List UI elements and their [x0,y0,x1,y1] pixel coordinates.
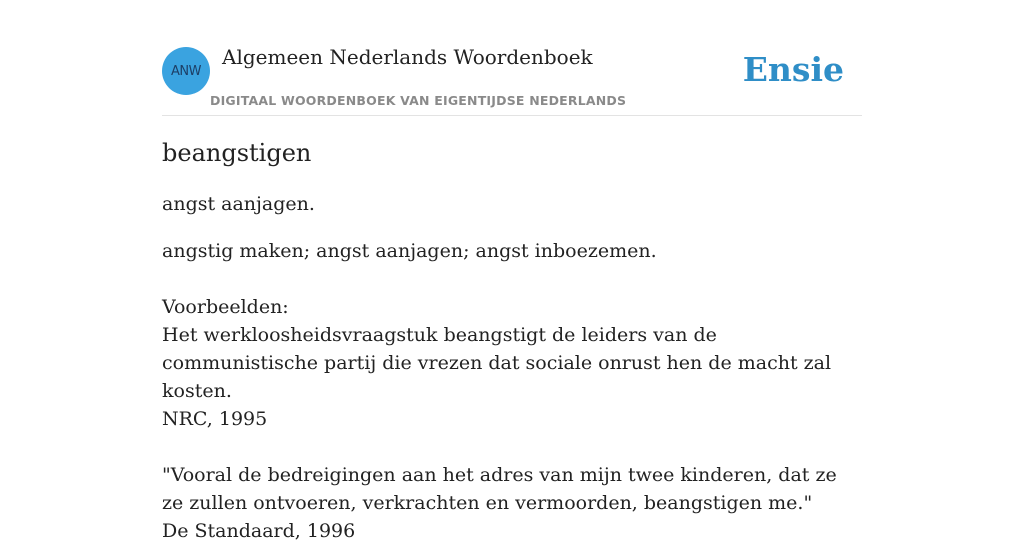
definition: angst aanjagen. [162,193,315,215]
entry-content [162,190,862,545]
examples-label: Voorbeelden: [162,296,289,318]
site-header [162,0,862,116]
page [162,0,862,542]
example-source: De Standaard, 1996 [162,520,356,542]
example-text: "Vooral de bedreigingen aan het adres van mijn twee kinderen, dat ze ze zullen ontvoeren, verkrachten en vermoorden, beangstigen me." [162,464,837,514]
meaning: angstig maken; angst aanjagen; angst inboezemen. [162,240,657,262]
headword: beangstigen [162,139,312,167]
ensie-brand-link[interactable]: Ensie [742,50,844,89]
spacer [162,265,862,293]
example-text: Het werkloosheidsvraagstuk beangstigt de leiders van de communistische partij die vrezen dat sociale onrust hen de macht zal kosten. [162,324,832,402]
site-title[interactable]: Algemeen Nederlands Woordenboek [222,45,593,69]
site-subtitle: DIGITAAL WOORDENBOEK VAN EIGENTIJDSE NEDERLANDS [210,93,627,108]
anw-logo[interactable]: ANW [162,47,210,95]
spacer [162,433,862,461]
example-source: NRC, 1995 [162,408,268,430]
